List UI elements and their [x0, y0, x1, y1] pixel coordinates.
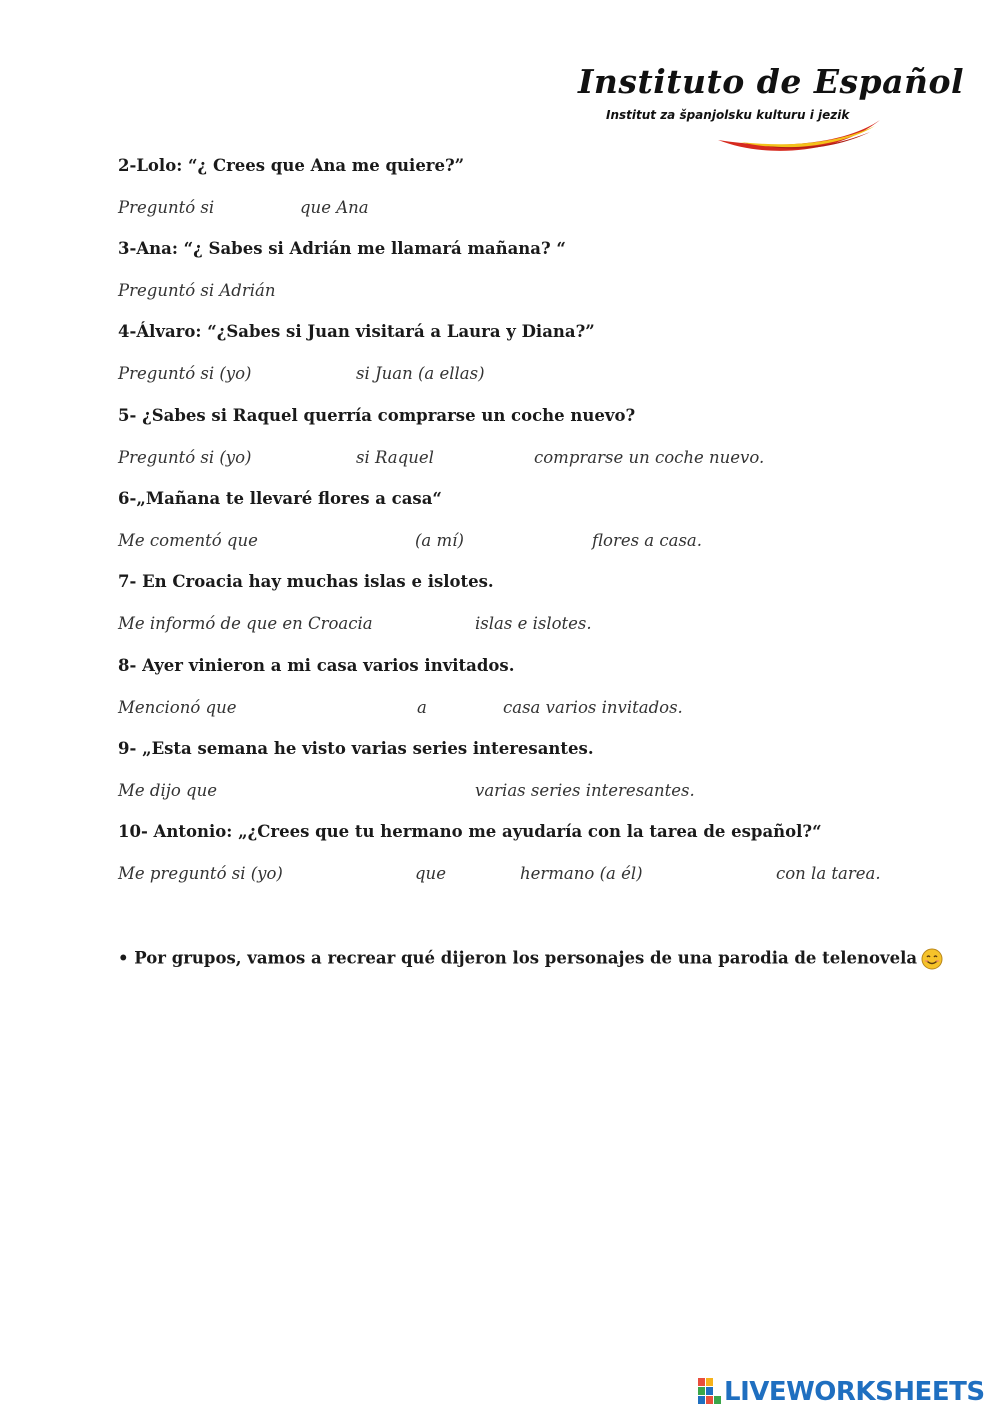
question-10: 10- Antonio: „¿Crees que tu hermano me ayudaría con la tarea de español?“	[118, 822, 822, 841]
answer-part: Preguntó si (yo)	[118, 364, 252, 383]
answer-row-4	[0, 364, 1000, 388]
logo-title: Instituto de Español	[578, 62, 965, 101]
answer-part: Me preguntó si (yo)	[118, 864, 283, 883]
institute-logo	[570, 62, 965, 157]
answer-part: que	[415, 864, 446, 883]
answer-row-9	[0, 781, 1000, 805]
answer-part: si Juan (a ellas)	[356, 364, 485, 383]
question-7: 7- En Croacia hay muchas islas e islotes.	[118, 572, 494, 591]
answer-row-5	[0, 448, 1000, 472]
liveworksheets-blocks-icon	[698, 1378, 722, 1406]
answer-part: Me comentó que	[118, 531, 258, 550]
question-9: 9- „Esta semana he visto varias series interesantes.	[118, 739, 594, 758]
question-5: 5- ¿Sabes si Raquel querría comprarse un coche nuevo?	[118, 406, 636, 425]
smiley-icon	[921, 948, 943, 970]
answer-part: que Ana	[300, 198, 369, 217]
answer-row-8	[0, 698, 1000, 722]
answer-row-2	[0, 198, 1000, 222]
answer-part: con la tarea.	[776, 864, 881, 883]
answer-row-6	[0, 531, 1000, 555]
question-8: 8- Ayer vinieron a mi casa varios invitados.	[118, 656, 515, 675]
answer-part: Mencionó que	[118, 698, 237, 717]
answer-part: islas e islotes.	[475, 614, 592, 633]
answer-row-10	[0, 864, 1000, 888]
group-task-text: • Por grupos, vamos a recrear qué dijeron los personajes de una parodia de telenovela	[118, 948, 918, 968]
question-2: 2-Lolo: “¿ Crees que Ana me quiere?”	[118, 156, 465, 175]
answer-part: varias series interesantes.	[475, 781, 695, 800]
answer-part: casa varios invitados.	[503, 698, 683, 717]
question-6: 6-„Mañana te llevaré flores a casa“	[118, 489, 442, 508]
answer-part: flores a casa.	[592, 531, 703, 550]
logo-subtitle: Institut za španjolsku kulturu i jezik	[606, 108, 850, 122]
answer-part: Preguntó si Adrián	[118, 281, 276, 300]
answer-part: Me informó de que en Croacia	[118, 614, 373, 633]
answer-part: (a mí)	[415, 531, 464, 550]
answer-part: hermano (a él)	[520, 864, 643, 883]
answer-part: Preguntó si (yo)	[118, 448, 252, 467]
answer-part: comprarse un coche nuevo.	[534, 448, 765, 467]
answer-part: a	[417, 698, 427, 717]
question-4: 4-Álvaro: “¿Sabes si Juan visitará a Laura y Diana?”	[118, 322, 595, 341]
group-task	[118, 948, 943, 970]
answer-part: Me dijo que	[118, 781, 217, 800]
answer-part: si Raquel	[356, 448, 434, 467]
answer-part: Preguntó si	[118, 198, 215, 217]
answer-row-7	[0, 614, 1000, 638]
flag-swoosh-icon	[710, 112, 885, 157]
question-3: 3-Ana: “¿ Sabes si Adrián me llamará mañana? “	[118, 239, 566, 258]
liveworksheets-brand: LIVEWORKSHEETS	[724, 1377, 985, 1407]
answer-row-3	[0, 281, 1000, 305]
